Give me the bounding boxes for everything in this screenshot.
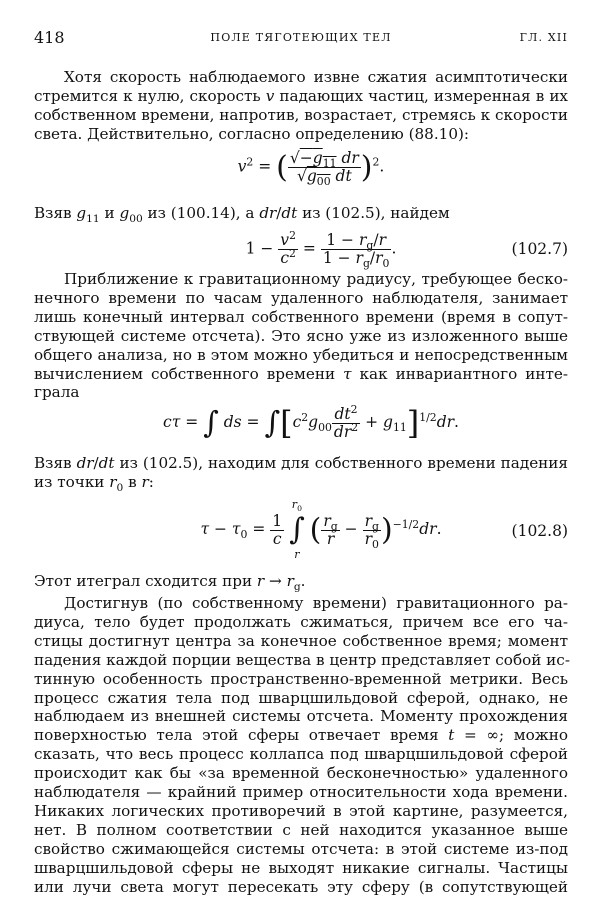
- text-line: Достигнув (по собственному времени) гравитационного ра-: [64, 594, 568, 612]
- text-line: Этот итеграл сходится при $r \to r_g$.: [34, 572, 306, 594]
- paragraph-5: [34, 572, 568, 594]
- text-line: или лучи света могут пересекать эту сферу (в сопутствующей: [34, 877, 568, 896]
- text-line: диуса, тело будет продолжать сжиматься, причем все его ча-: [34, 612, 568, 631]
- paragraph-1: [34, 68, 568, 144]
- text-line: Взяв dr/dt из (102.5), находим для собственного времени падения: [34, 454, 569, 472]
- chapter-label: ГЛ. XII: [519, 31, 568, 44]
- text-line: Никаких логических противоречий в этой картине, разумеется,: [34, 801, 568, 820]
- paragraph-3: [34, 270, 568, 402]
- text-line: тинную особенность пространственно-временной метрики. Весь: [34, 669, 568, 688]
- text-line: грала: [34, 383, 80, 402]
- text-line: наблюдаем из внешней системы отсчета. Моменту прохождения: [34, 707, 568, 726]
- page-number: 418: [34, 28, 65, 47]
- text-line: ствующей системе отсчета). Это ясно уже из изложенного выше: [34, 326, 568, 345]
- text-line: нет. В полном соответствии с ней находится указанное выше: [34, 820, 568, 839]
- text-line: стремится к нулю, скорость v падающих частиц, измеренная в их: [34, 86, 569, 105]
- text-line: Приближение к гравитационному радиусу, требующее беско-: [64, 270, 568, 288]
- formula-velocity: $v^2$ = ( $\frac{√-g_{11} dr}{√g_{00} dt}$ )$^2$.: [237, 149, 385, 189]
- equation-102-7: 1 − $\frac{v^2}{c^2}$ = $\frac{1 - r_g/r}{1 - r_g/r_0}$ .: [245, 228, 397, 271]
- equation-number: (102.8): [511, 522, 568, 540]
- paragraph-2: [34, 204, 568, 226]
- text-line: Взяв $g_{11}$ и $g_{00}$ из (100.14), а dr/dt из (102.5), найдем: [34, 204, 450, 226]
- equation-number: (102.7): [511, 240, 568, 258]
- text-line: Хотя скорость наблюдаемого извне сжатия асимптотически: [64, 68, 568, 86]
- text-line: процесс сжатия тела под шварцшильдовой сферой, однако, не: [34, 688, 568, 707]
- running-title: ПОЛЕ ТЯГОТЕЮЩИХ ТЕЛ: [210, 31, 392, 44]
- running-head: [34, 28, 568, 48]
- text-line: стицы достигнут центра за конечное собственное время; момент: [34, 631, 568, 650]
- text-line: шварцшильдовой сферы не выходят никакие сигналы. Частицы: [34, 858, 568, 877]
- text-line: света. Действительно, согласно определению (88.10):: [34, 124, 470, 143]
- text-line: происходит как бы «за временной бесконечностью» удаленного: [34, 764, 568, 783]
- text-line: нечного времени по часам удаленного наблюдателя, занимает: [34, 288, 568, 307]
- book-page: [34, 0, 568, 912]
- text-line: поверхностью тела этой сферы отвечает время t = ∞; можно: [34, 726, 568, 745]
- paragraph-6: [34, 594, 568, 897]
- equation-102-8: $\tau - \tau_0$ = $\frac{1}{c}$ $r_0$ ∫ r ( $\frac{r_g}{r}$ − $\frac{r_g}{r_0}$ )$^{-1/2}$dr.: [200, 498, 442, 561]
- text-line: собственном времени, напротив, возрастает, стремясь к скорости: [34, 105, 568, 124]
- text-line: свойство сжимающейся системы отсчета: в этой системе из-под: [34, 839, 568, 858]
- text-line: наблюдателя — крайний пример относительности хода времени.: [34, 783, 568, 802]
- text-line: сказать, что весь процесс коллапса под шварцшильдовой сферой: [34, 745, 568, 764]
- text-line: вычислением собственного времени τ как инвариантного инте-: [34, 364, 569, 383]
- text-line: общего анализа, но в этом можно убедиться и непосредственным: [34, 345, 568, 364]
- text-line: лишь конечный интервал собственного времени (время в сопут-: [34, 307, 568, 326]
- text-line: из точки $r_0$ в r:: [34, 472, 154, 494]
- formula-proper-time: cτ = ∫ ds = $\int[c^2g_{00}$ $\frac{dt^2}{dr^2}$ + $g_{11}]^{1/2}dr$.: [163, 402, 459, 442]
- text-line: падения каждой порции вещества в центр представляет собой ис-: [34, 650, 570, 669]
- paragraph-4: [34, 454, 568, 492]
